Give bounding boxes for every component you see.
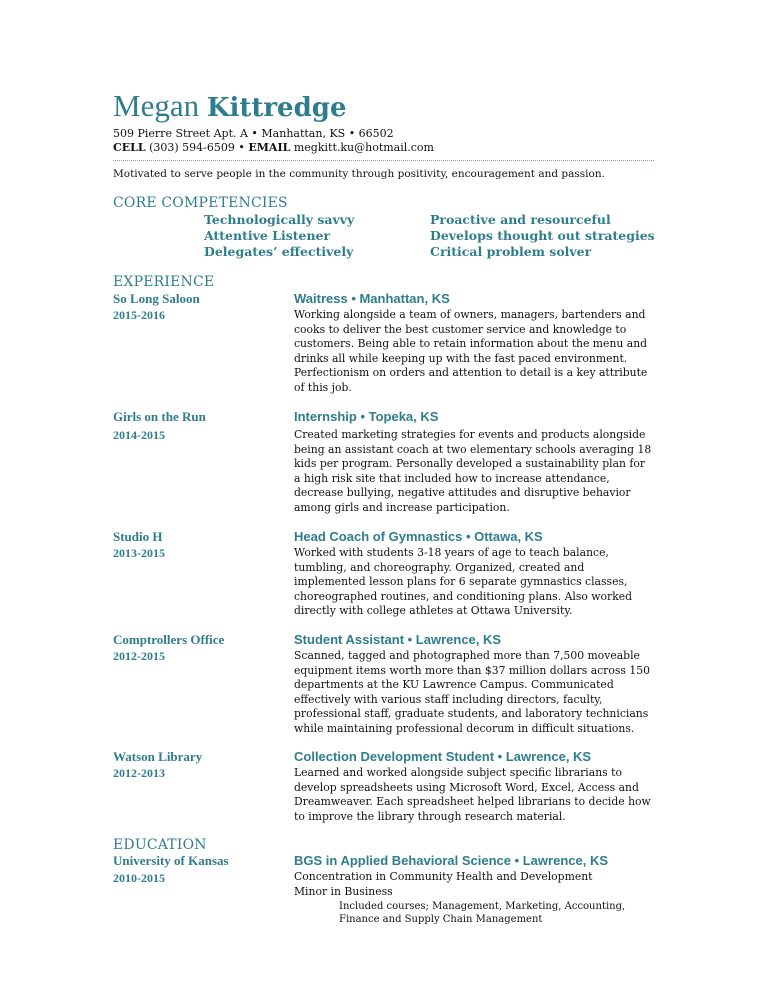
desc-line: Created marketing strategies for events and products alongside <box>294 428 646 441</box>
competency-item: Technologically savvy <box>204 212 355 227</box>
job-role: Waitress • Manhattan, KS <box>294 291 450 306</box>
desc-line: Working alongside a team of owners, managers, bartenders and <box>294 308 646 321</box>
desc-line: of this job. <box>294 380 352 394</box>
education-dates: 2010-2015 <box>113 871 165 885</box>
desc-line: decrease bullying, negative attitudes and disruptive behavior <box>294 486 631 499</box>
school-name: University of Kansas <box>113 853 229 868</box>
desc-line: a high risk site that included how to increase attendance, <box>294 471 610 485</box>
desc-line: directly with college athletes at Ottawa University. <box>294 604 573 617</box>
competency-item: Critical problem solver <box>430 244 592 259</box>
desc-line: departments at the KU Lawrence Campus. Communicated <box>294 678 614 691</box>
job-org: Watson Library <box>113 749 203 764</box>
degree-title: BGS in Applied Behavioral Science • Lawrence, KS <box>294 853 608 868</box>
job-dates: 2012-2013 <box>113 766 165 780</box>
desc-line: professional staff, graduate students, and laboratory technicians <box>294 707 649 720</box>
candidate-name <box>113 88 346 126</box>
desc-line: Perfectionism on orders and attention to detail is a key attribute <box>294 366 648 379</box>
job-dates: 2015-2016 <box>113 308 165 322</box>
job-org: Studio H <box>113 529 163 544</box>
job-role: Collection Development Student • Lawrence, KS <box>294 749 592 764</box>
competency-item: Develops thought out strategies <box>430 228 655 243</box>
last-name: Kittredge <box>206 93 347 123</box>
desc-line: being an assistant coach at two elementary schools averaging 18 <box>294 442 652 456</box>
job-role: Head Coach of Gymnastics • Ottawa, KS <box>294 529 543 544</box>
experience-title: EXPERIENCE <box>113 274 215 290</box>
desc-line: implemented lesson plans for 6 separate gymnastics classes, <box>294 575 628 588</box>
job-dates: 2012-2015 <box>113 649 165 663</box>
header-divider <box>113 160 654 161</box>
education-details <box>294 870 659 899</box>
job-org: So Long Saloon <box>113 291 200 306</box>
desc-line: while maintaining professional decorum in difficult situations. <box>294 721 635 735</box>
desc-line: choreographed routines, and conditioning plans. Also worked <box>294 589 633 603</box>
email-value: megkitt.ku@hotmail.com <box>290 141 434 154</box>
desc-line: effectively with various staff including directors, faculty, <box>294 692 603 706</box>
courses-line: Finance and Supply Chain Management <box>339 914 543 925</box>
competency-item: Attentive Listener <box>204 228 331 243</box>
competency-item: Proactive and resourceful <box>430 212 611 227</box>
desc-line: customers. Being able to retain information about the menu and <box>294 337 648 350</box>
desc-line: among girls and increase participation. <box>294 500 510 514</box>
cell-value: (303) 594-6509 • <box>145 141 249 154</box>
job-org: Girls on the Run <box>113 409 206 424</box>
competencies-title: CORE COMPETENCIES <box>113 195 288 211</box>
desc-line: to improve the library through research material. <box>294 809 566 823</box>
job-description <box>294 546 659 619</box>
desc-line: drinks all while keeping up with the fast paced environment. <box>294 351 628 365</box>
education-title: EDUCATION <box>113 837 207 853</box>
job-description <box>294 649 659 736</box>
desc-line: Worked with students 3-18 years of age to teach balance, <box>294 546 609 559</box>
desc-line: kids per program. Personally developed a sustainability plan for <box>294 457 646 470</box>
job-description <box>294 766 659 824</box>
address-line: 509 Pierre Street Apt. A • Manhattan, KS • 66502 <box>113 127 394 140</box>
desc-line: Learned and worked alongside subject specific librarians to <box>294 766 622 779</box>
job-description <box>294 428 659 515</box>
summary-statement: Motivated to serve people in the community through positivity, encouragement and passion. <box>113 168 605 180</box>
desc-line: Dreamweaver. Each spreadsheet helped librarians to decide how <box>294 795 651 808</box>
courses-line: Included courses; Management, Marketing, Accounting, <box>339 901 626 912</box>
desc-line: equipment items worth more than $37 million dollars across 150 <box>294 663 650 677</box>
job-dates: 2014-2015 <box>113 428 165 442</box>
job-role: Student Assistant • Lawrence, KS <box>294 632 502 647</box>
job-description <box>294 308 659 395</box>
desc-line: cooks to deliver the best customer service and knowledge to <box>294 322 627 336</box>
competency-item: Delegates’ effectively <box>204 244 354 259</box>
job-role: Internship • Topeka, KS <box>294 409 439 424</box>
desc-line: develop spreadsheets using Microsoft Word, Excel, Access and <box>294 780 639 794</box>
desc-line: tumbling, and choreography. Organized, created and <box>294 560 585 574</box>
email-label: EMAIL <box>248 141 291 154</box>
contact-line <box>113 141 434 155</box>
job-org: Comptrollers Office <box>113 632 225 647</box>
first-name: Megan <box>113 88 200 123</box>
cell-label: CELL <box>113 141 146 154</box>
job-dates: 2013-2015 <box>113 546 165 560</box>
concentration-line: Concentration in Community Health and Development <box>294 870 593 883</box>
minor-line: Minor in Business <box>294 884 393 898</box>
desc-line: Scanned, tagged and photographed more than 7,500 moveable <box>294 649 640 662</box>
